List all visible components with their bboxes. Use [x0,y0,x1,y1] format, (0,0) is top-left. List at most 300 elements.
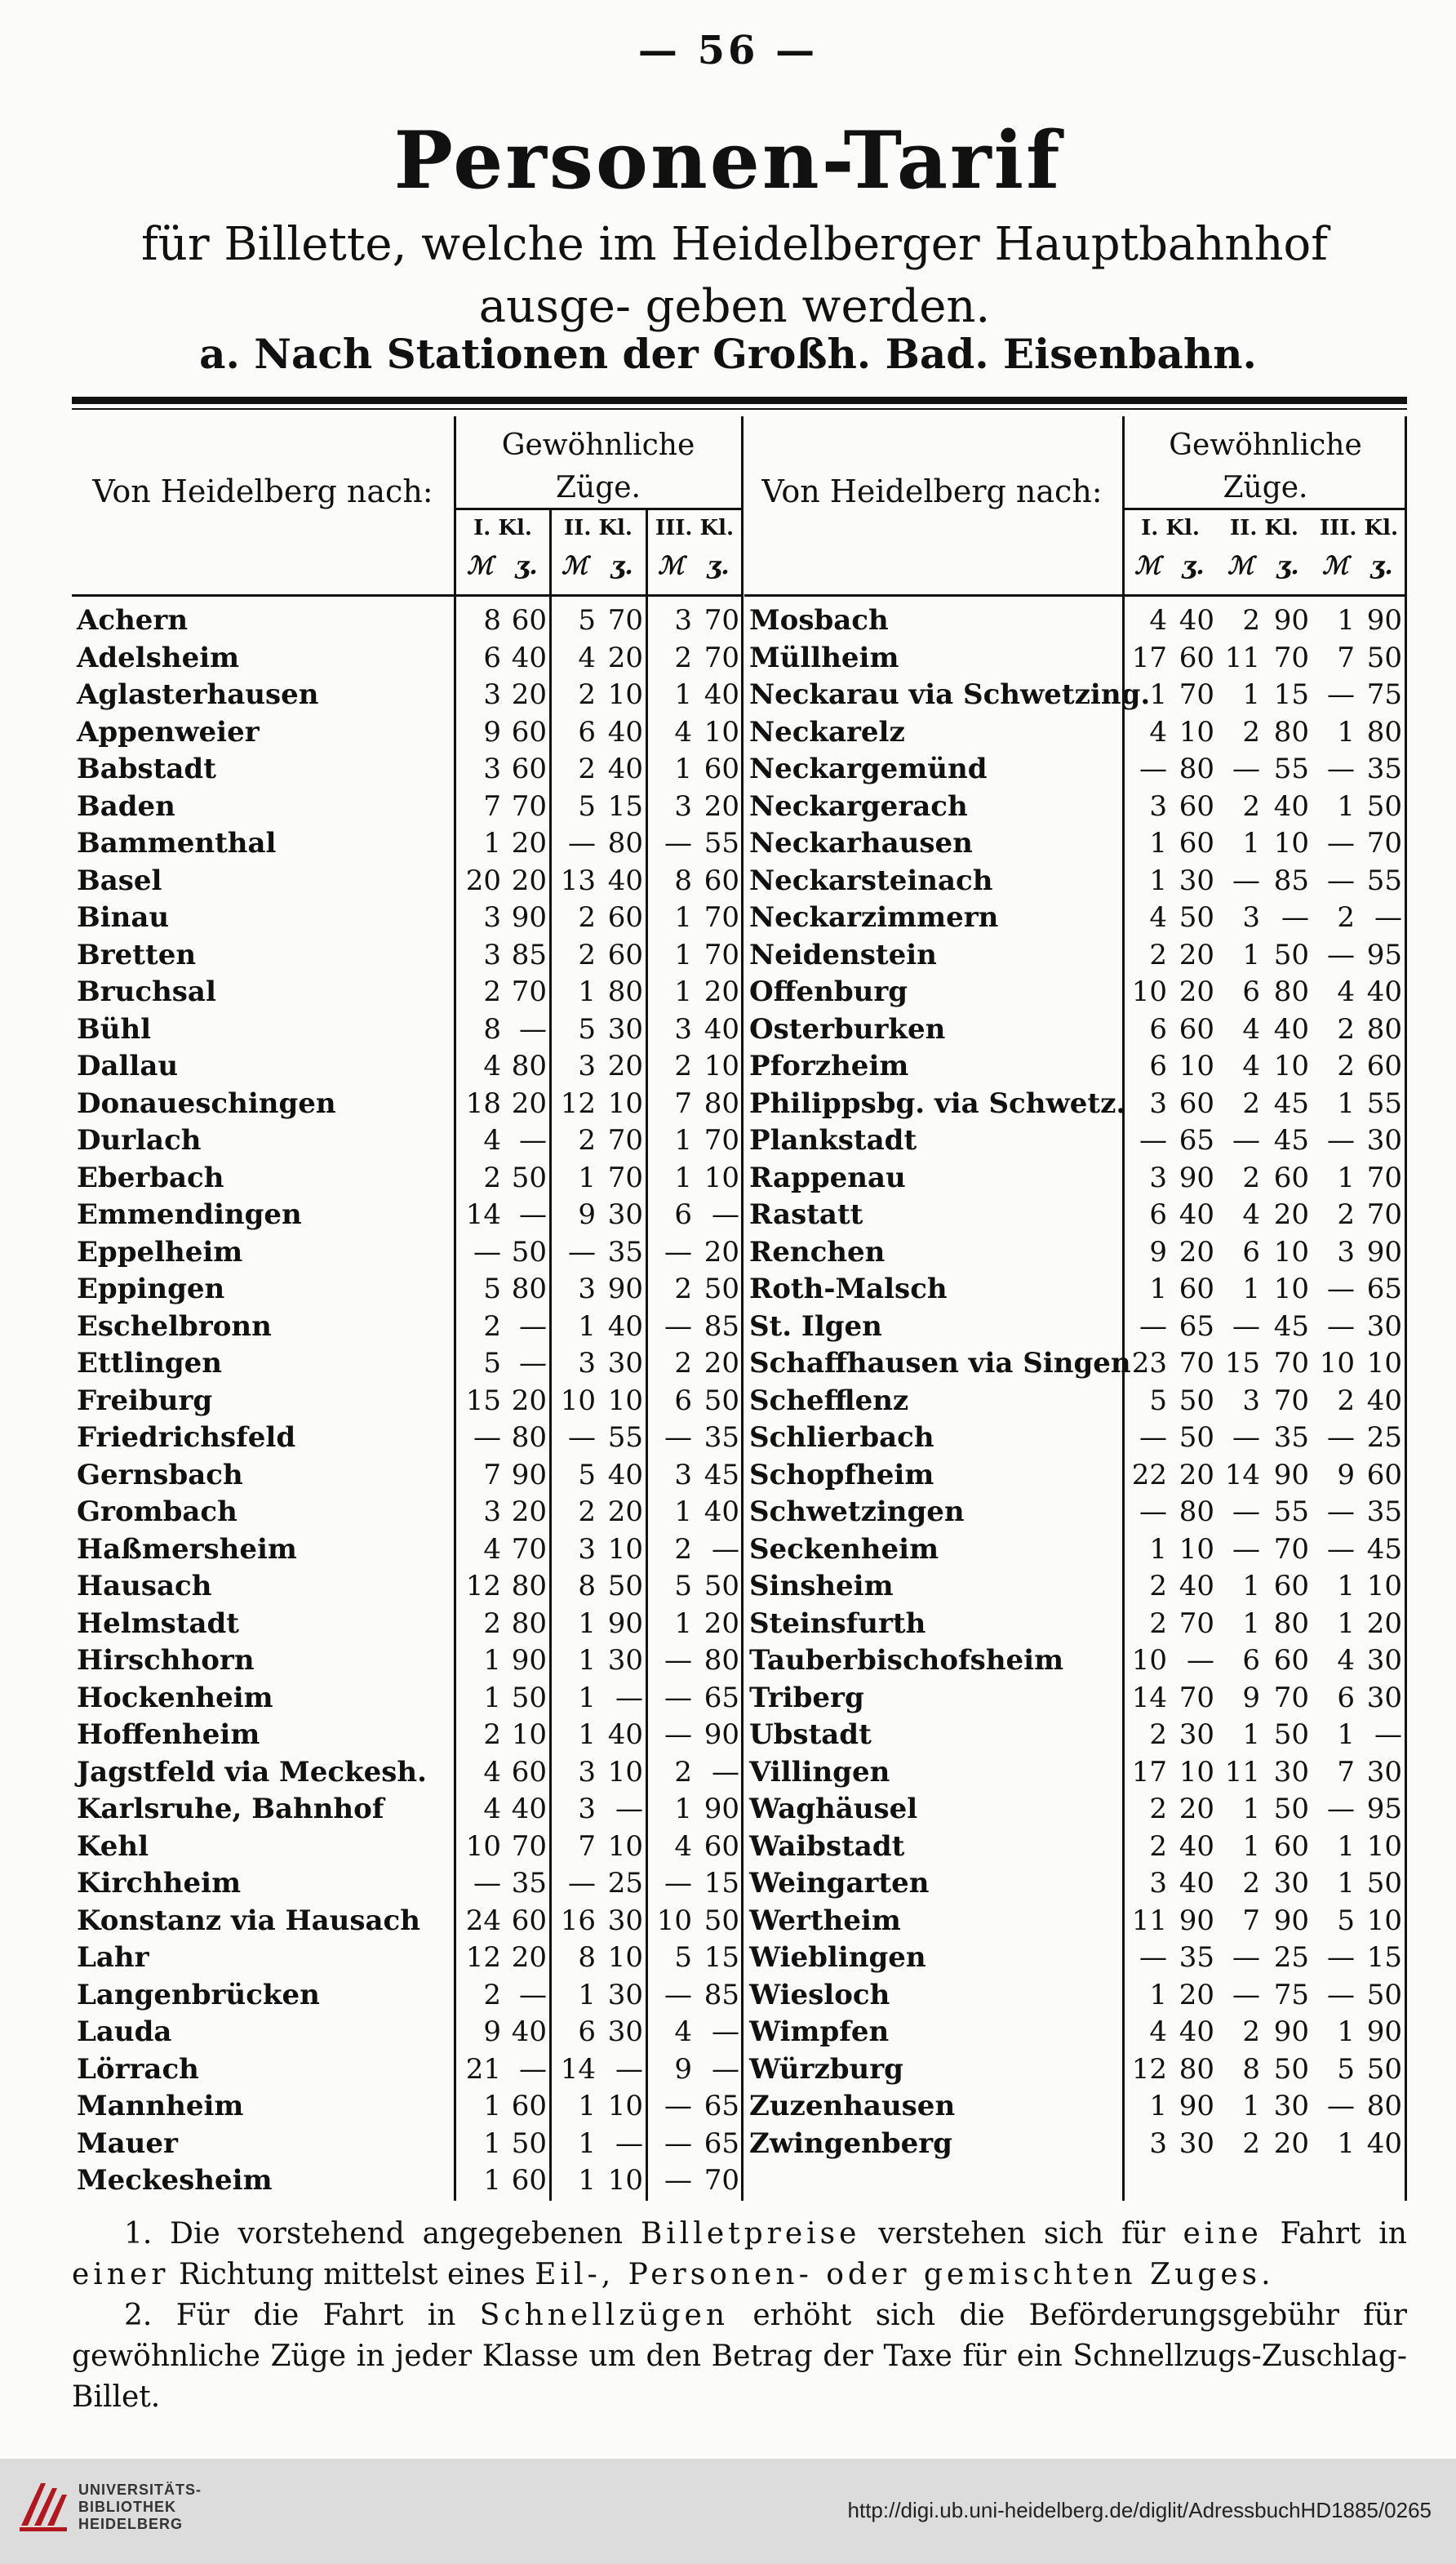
fare-pfennig: 40 [511,2015,547,2048]
fare-mark: 4 [483,1532,501,1566]
fare-mark: 5 [578,604,596,637]
fare-pfennig: 55 [1273,753,1309,785]
fare-pfennig: 30 [1273,1867,1309,1900]
fare-pfennig: 55 [1366,864,1402,897]
fare-pfennig: 85 [511,938,547,971]
table-row [744,789,1407,826]
station-name: Hirschhorn [77,1644,255,1677]
fare-pfennig: 60 [511,753,547,785]
fare-pfennig: 60 [1273,1570,1309,1602]
fare-mark: 10 [1319,1347,1355,1380]
fare-mark: — [1327,938,1355,971]
fare-pfennig: 30 [1366,1681,1402,1714]
fare-pfennig: 70 [704,2164,739,2197]
fare-mark: 8 [483,1012,501,1046]
station-name: Ubstadt [749,1718,872,1751]
fare-pfennig: 80 [511,1570,547,1602]
station-name: Hockenheim [77,1681,273,1714]
fare-mark: 1 [1242,2090,1260,2122]
fare-pfennig: 70 [511,975,547,1008]
table-row [72,900,743,937]
fare-mark: 5 [578,1012,596,1046]
fare-pfennig: 65 [1179,1124,1214,1157]
station-name: Lauda [77,2015,172,2048]
table-row [72,2088,743,2126]
fare-pfennig: 60 [1179,641,1214,674]
fare-mark: 4 [483,1050,501,1082]
fare-mark: 2 [483,1606,501,1640]
fare-pfennig: 60 [607,901,643,934]
fare-mark: 9 [674,2052,692,2086]
fare-pfennig: 20 [607,1495,643,1528]
fare-pfennig: 45 [1273,1124,1309,1157]
fare-pfennig: 60 [704,864,739,897]
table-row [744,937,1407,975]
fare-mark: — [1232,1124,1260,1157]
page-number: — 56 — [637,28,819,73]
fare-pfennig: 40 [1366,975,1402,1008]
fare-mark: 3 [1242,1384,1260,1417]
fare-mark: 2 [1149,1829,1167,1863]
fare-mark: — [664,1718,692,1751]
fare-mark: 2 [1242,2015,1260,2048]
fare-pfennig: 50 [511,1681,547,1714]
table-row [744,1977,1407,2015]
fare-pfennig: 40 [607,1458,643,1491]
fare-pfennig: 70 [607,1161,643,1194]
station-name: Karlsruhe, Bahnhof [77,1793,384,1825]
fare-pfennig: 70 [1179,1606,1214,1640]
table-row [72,751,743,789]
fare-mark: 14 [1224,1458,1260,1491]
table-row [744,1086,1407,1123]
table-row [72,1048,743,1086]
fare-pfennig: 40 [607,1309,643,1343]
fare-mark: — [1232,1941,1260,1974]
fare-mark: 2 [674,641,692,674]
fare-pfennig: 20 [1179,938,1214,971]
station-name: Babstadt [77,753,216,785]
fare-pfennig: 25 [1273,1941,1309,1974]
fare-mark: 6 [1149,1012,1167,1046]
fare-mark: 5 [674,1941,692,1974]
fare-pfennig: 45 [704,1458,739,1491]
unit-pf-header: ʒ. [1370,552,1393,580]
station-name: Friedrichsfeld [77,1421,296,1454]
table-row [744,640,1407,678]
fare-mark: 2 [578,753,596,785]
station-name: Bruchsal [77,975,216,1008]
fare-mark: 4 [578,641,596,674]
fare-mark: 3 [578,1050,596,1082]
fare-mark: 2 [1337,1384,1355,1417]
trains-group-header: Gewöhnliche Züge. [1169,429,1362,504]
station-name: Neckarzimmern [749,901,999,934]
station-name: Schaffhausen via Singen [749,1347,1131,1380]
fare-mark: 3 [1149,789,1167,823]
fare-pfennig: — [519,1347,547,1380]
fare-pfennig: — [615,2126,643,2160]
fare-pfennig: 20 [1273,2126,1309,2160]
university-library-logo-icon [16,2477,70,2535]
fare-mark: 1 [674,938,692,971]
fare-mark: 2 [674,1532,692,1566]
fare-mark: 1 [674,753,692,785]
fare-mark: 3 [483,1495,501,1528]
fare-pfennig: 80 [1366,2090,1402,2122]
station-name: Helmstadt [77,1606,240,1640]
fare-mark: 3 [1149,1867,1167,1900]
table-row [744,677,1407,714]
fare-mark: — [568,1235,596,1269]
fare-mark: 6 [483,641,501,674]
fare-pfennig: 95 [1366,1793,1402,1825]
fare-mark: 4 [1337,1644,1355,1677]
table-row [744,1309,1407,1346]
station-name: Neckarhausen [749,827,973,860]
station-name: Neckarau via Schwetzing. [749,678,1151,711]
fare-pfennig: — [1281,901,1309,934]
fare-mark: 1 [578,1606,596,1640]
fare-mark: 1 [1337,1086,1355,1120]
fare-pfennig: 40 [1179,1867,1214,1900]
fare-mark: — [1327,1273,1355,1305]
fare-pfennig: — [519,1198,547,1231]
fare-mark: — [1327,2090,1355,2122]
fare-mark: 1 [674,1161,692,1194]
class-1-header: I. Kl. [473,516,532,540]
fare-mark: 1 [1337,2015,1355,2048]
table-row [744,1122,1407,1160]
fare-pfennig: 30 [1179,2126,1214,2160]
fare-pfennig: 65 [704,2126,739,2160]
fare-pfennig: — [519,2052,547,2086]
unit-mark-header: ℳ [466,552,494,580]
heading-rule-thick [72,397,1407,404]
fare-pfennig: 40 [607,715,643,749]
fare-pfennig: 30 [1273,1755,1309,1789]
table-row [744,1642,1407,1680]
footnotes [72,2214,1407,2418]
fare-pfennig: 50 [1179,1421,1214,1454]
table-row [72,1309,743,1346]
fare-mark: 1 [674,1124,692,1157]
fare-pfennig: 40 [1179,1570,1214,1602]
fare-mark: — [1327,1124,1355,1157]
fare-mark: — [664,827,692,860]
fare-pfennig: 30 [607,1978,643,2011]
station-name: Zuzenhausen [749,2090,956,2122]
fare-mark: 2 [1242,1867,1260,1900]
station-name: Langenbrücken [77,1978,320,2011]
fare-pfennig: 40 [511,641,547,674]
fare-pfennig: 35 [704,1421,739,1454]
fare-pfennig: 80 [511,1606,547,1640]
fare-pfennig: 15 [704,1941,739,1974]
header-divider [455,508,741,510]
fare-pfennig: 30 [607,1347,643,1380]
fare-mark: 1 [1242,1606,1260,1640]
fare-mark: 3 [674,1012,692,1046]
fare-mark: 1 [483,1644,501,1677]
fare-pfennig: 20 [704,1235,739,1269]
fare-pfennig: 30 [1179,864,1214,897]
fare-pfennig: 30 [1366,1755,1402,1789]
footnote-1: 1. Die vorstehend angegebenen Billetpreise verstehen sich für eine Fahrt in einer Richtung mittelst eines Eil-, Personen- oder gemischten Zuges. [72,2217,1407,2291]
fare-mark: 3 [1149,1161,1167,1194]
fare-pfennig: 10 [1179,1532,1214,1566]
fare-mark: 8 [578,1941,596,1974]
table-row [72,602,743,640]
fare-mark: 3 [483,901,501,934]
fare-pfennig: 70 [704,901,739,934]
station-name: Wiesloch [749,1978,890,2011]
table-row [744,1680,1407,1717]
station-name: Rastatt [749,1198,863,1231]
fare-mark: 1 [1337,1606,1355,1640]
station-name: Plankstadt [749,1124,917,1157]
station-name: Rappenau [749,1161,906,1194]
fare-pfennig: 90 [1273,2015,1309,2048]
station-name: Adelsheim [77,641,240,674]
fare-pfennig: 80 [607,975,643,1008]
station-name: Achern [77,604,189,637]
fare-mark: 1 [674,1793,692,1825]
fare-pfennig: 50 [1366,2052,1402,2086]
class-3-header: III. Kl. [655,516,735,540]
fare-mark: 1 [578,1718,596,1751]
table-row [72,2162,743,2200]
table-row [744,1717,1407,1754]
fare-mark: 2 [578,1495,596,1528]
fare-mark: 1 [1337,1161,1355,1194]
fare-pfennig: 85 [704,1309,739,1343]
fare-mark: 10 [465,1829,501,1863]
fare-pfennig: 35 [1366,1495,1402,1528]
table-row [744,1791,1407,1829]
fare-pfennig: 60 [1179,789,1214,823]
fare-pfennig: 40 [1179,1198,1214,1231]
fare-mark: 5 [578,789,596,823]
fare-mark: 14 [560,2052,596,2086]
fare-pfennig: 50 [1366,1978,1402,2011]
station-name: Zwingenberg [749,2126,952,2160]
fare-pfennig: 40 [607,1718,643,1751]
fare-mark: 2 [1242,789,1260,823]
table-row [72,1829,743,1866]
fare-table-left [72,416,743,2201]
fare-mark: 4 [483,1755,501,1789]
fare-pfennig: 25 [1366,1421,1402,1454]
fare-mark: 1 [578,1309,596,1343]
fare-pfennig: 70 [704,604,739,637]
fare-mark: — [1232,753,1260,785]
table-row [72,1457,743,1495]
fare-pfennig: 60 [1273,1829,1309,1863]
fare-mark: 1 [1242,827,1260,860]
fare-mark: 5 [1149,1384,1167,1417]
fare-pfennig: 30 [1366,1124,1402,1157]
table-row [744,1940,1407,1977]
fare-pfennig: 50 [1179,901,1214,934]
table-row [744,1234,1407,1272]
station-name: Schefflenz [749,1384,909,1417]
fare-mark: — [664,1867,692,1900]
fare-mark: 2 [1149,1570,1167,1602]
fare-mark: 6 [578,2015,596,2048]
fare-mark: 1 [483,1681,501,1714]
fare-mark: 1 [578,1978,596,2011]
fare-mark: 2 [578,1124,596,1157]
fare-pfennig: 70 [704,938,739,971]
station-name: Wieblingen [749,1941,926,1974]
fare-mark: 2 [1337,1198,1355,1231]
fare-mark: 1 [1149,1273,1167,1305]
fare-pfennig: 90 [1273,1458,1309,1491]
fare-mark: 2 [578,938,596,971]
fare-mark: — [473,1421,501,1454]
fare-pfennig: 20 [704,1606,739,1640]
heading-rule-thin [72,408,1407,410]
fare-mark: 2 [1337,1050,1355,1082]
fare-mark: 1 [483,827,501,860]
fare-mark: 5 [483,1347,501,1380]
fare-mark: 1 [1242,938,1260,971]
station-name: Freiburg [77,1384,213,1417]
fare-mark: 7 [674,1086,692,1120]
unit-mark-header: ℳ [1134,552,1161,580]
station-name: Durlach [77,1124,202,1157]
fare-mark: 2 [1149,1718,1167,1751]
fare-mark: 2 [674,1273,692,1305]
fare-mark: — [1327,1978,1355,2011]
fare-mark: 5 [1337,1904,1355,1937]
section-heading: a. Nach Stationen der Großh. Bad. Eisenbahn. [199,330,1257,378]
fare-mark: 6 [1242,1235,1260,1269]
fare-pfennig: 10 [1179,1755,1214,1789]
fare-mark: — [664,1978,692,2011]
station-name: Basel [77,864,162,897]
fare-pfennig: 90 [1179,2090,1214,2122]
fare-mark: 1 [1242,1273,1260,1305]
fare-mark: 8 [1242,2052,1260,2086]
fare-mark: 8 [578,1570,596,1602]
fare-mark: 6 [674,1384,692,1417]
fare-mark: 2 [674,1755,692,1789]
fare-mark: 10 [1131,975,1167,1008]
fare-mark: — [664,1309,692,1343]
fare-pfennig: 20 [1179,975,1214,1008]
fare-mark: 11 [1224,641,1260,674]
class-3-header: III. Kl. [1319,516,1399,540]
table-row [72,1977,743,2015]
fare-pfennig: 55 [704,827,739,860]
fare-pfennig: 40 [1366,1384,1402,1417]
fare-pfennig: 50 [1273,2052,1309,2086]
table-row [72,1420,743,1457]
station-name: Dallau [77,1050,179,1082]
fare-mark: 4 [1337,975,1355,1008]
fare-pfennig: 75 [1273,1978,1309,2011]
class-2-header: II. Kl. [1230,516,1298,540]
fare-pfennig: 60 [1273,1161,1309,1194]
fare-mark: 1 [578,975,596,1008]
fare-pfennig: 50 [1273,1718,1309,1751]
fare-pfennig: 10 [1366,1347,1402,1380]
fare-mark: — [1327,827,1355,860]
source-url-link[interactable]: http://digi.ub.uni-heidelberg.de/diglit/AdressbuchHD1885/0265 [847,2498,1432,2522]
fare-pfennig: 80 [1179,2052,1214,2086]
fare-pfennig: 30 [607,1644,643,1677]
fare-mark: — [664,2126,692,2160]
fare-mark: 1 [1149,1978,1167,2011]
fare-mark: 9 [1242,1681,1260,1714]
fare-mark: 1 [578,1681,596,1714]
table-row [744,751,1407,789]
fare-pfennig: 15 [1366,1941,1402,1974]
fare-mark: 15 [1224,1347,1260,1380]
fare-pfennig: 70 [704,641,739,674]
fare-pfennig: 70 [1179,678,1214,711]
fare-mark: — [664,1644,692,1677]
table-row [72,1197,743,1234]
table-row [72,1791,743,1829]
fare-pfennig: — [712,1532,739,1566]
fare-pfennig: 95 [1366,938,1402,971]
fare-pfennig: 35 [1179,1941,1214,1974]
fare-pfennig: 35 [607,1235,643,1269]
fare-mark: 2 [674,1347,692,1380]
fare-pfennig: 80 [1273,715,1309,749]
fare-pfennig: 60 [1179,1012,1214,1046]
fare-pfennig: 80 [704,1644,739,1677]
fare-pfennig: 10 [1273,1050,1309,1082]
table-row [72,1234,743,1272]
page-title: Personen-Tarif [393,114,1063,207]
fare-mark: 1 [1337,1867,1355,1900]
station-name: Eppelheim [77,1235,243,1269]
fare-pfennig: 10 [511,1718,547,1751]
fare-pfennig: 10 [704,715,739,749]
fare-mark: 17 [1131,641,1167,674]
table-row [744,900,1407,937]
table-row [744,714,1407,752]
fare-mark: 1 [483,2164,501,2197]
fare-mark: 1 [1337,604,1355,637]
fare-pfennig: 40 [607,753,643,785]
fare-pfennig: — [712,2015,739,2048]
fare-pfennig: — [519,1309,547,1343]
station-name: Wertheim [749,1904,901,1937]
header-divider [72,594,743,597]
fare-pfennig: 20 [704,1347,739,1380]
fare-pfennig: 85 [704,1978,739,2011]
station-name: Eberbach [77,1161,224,1194]
fare-pfennig: 50 [1179,1384,1214,1417]
fare-mark: 10 [656,1904,692,1937]
station-name: Hoffenheim [77,1718,260,1751]
fare-mark: 8 [483,604,501,637]
fare-pfennig: 70 [1273,641,1309,674]
fare-pfennig: — [712,1198,739,1231]
fare-pfennig: 20 [1273,1198,1309,1231]
fare-mark: 7 [1337,1755,1355,1789]
fare-rows-right [744,602,1407,2162]
table-row [744,2014,1407,2051]
fare-mark: 1 [674,1495,692,1528]
fare-pfennig: 40 [1179,1829,1214,1863]
table-row [72,1568,743,1606]
